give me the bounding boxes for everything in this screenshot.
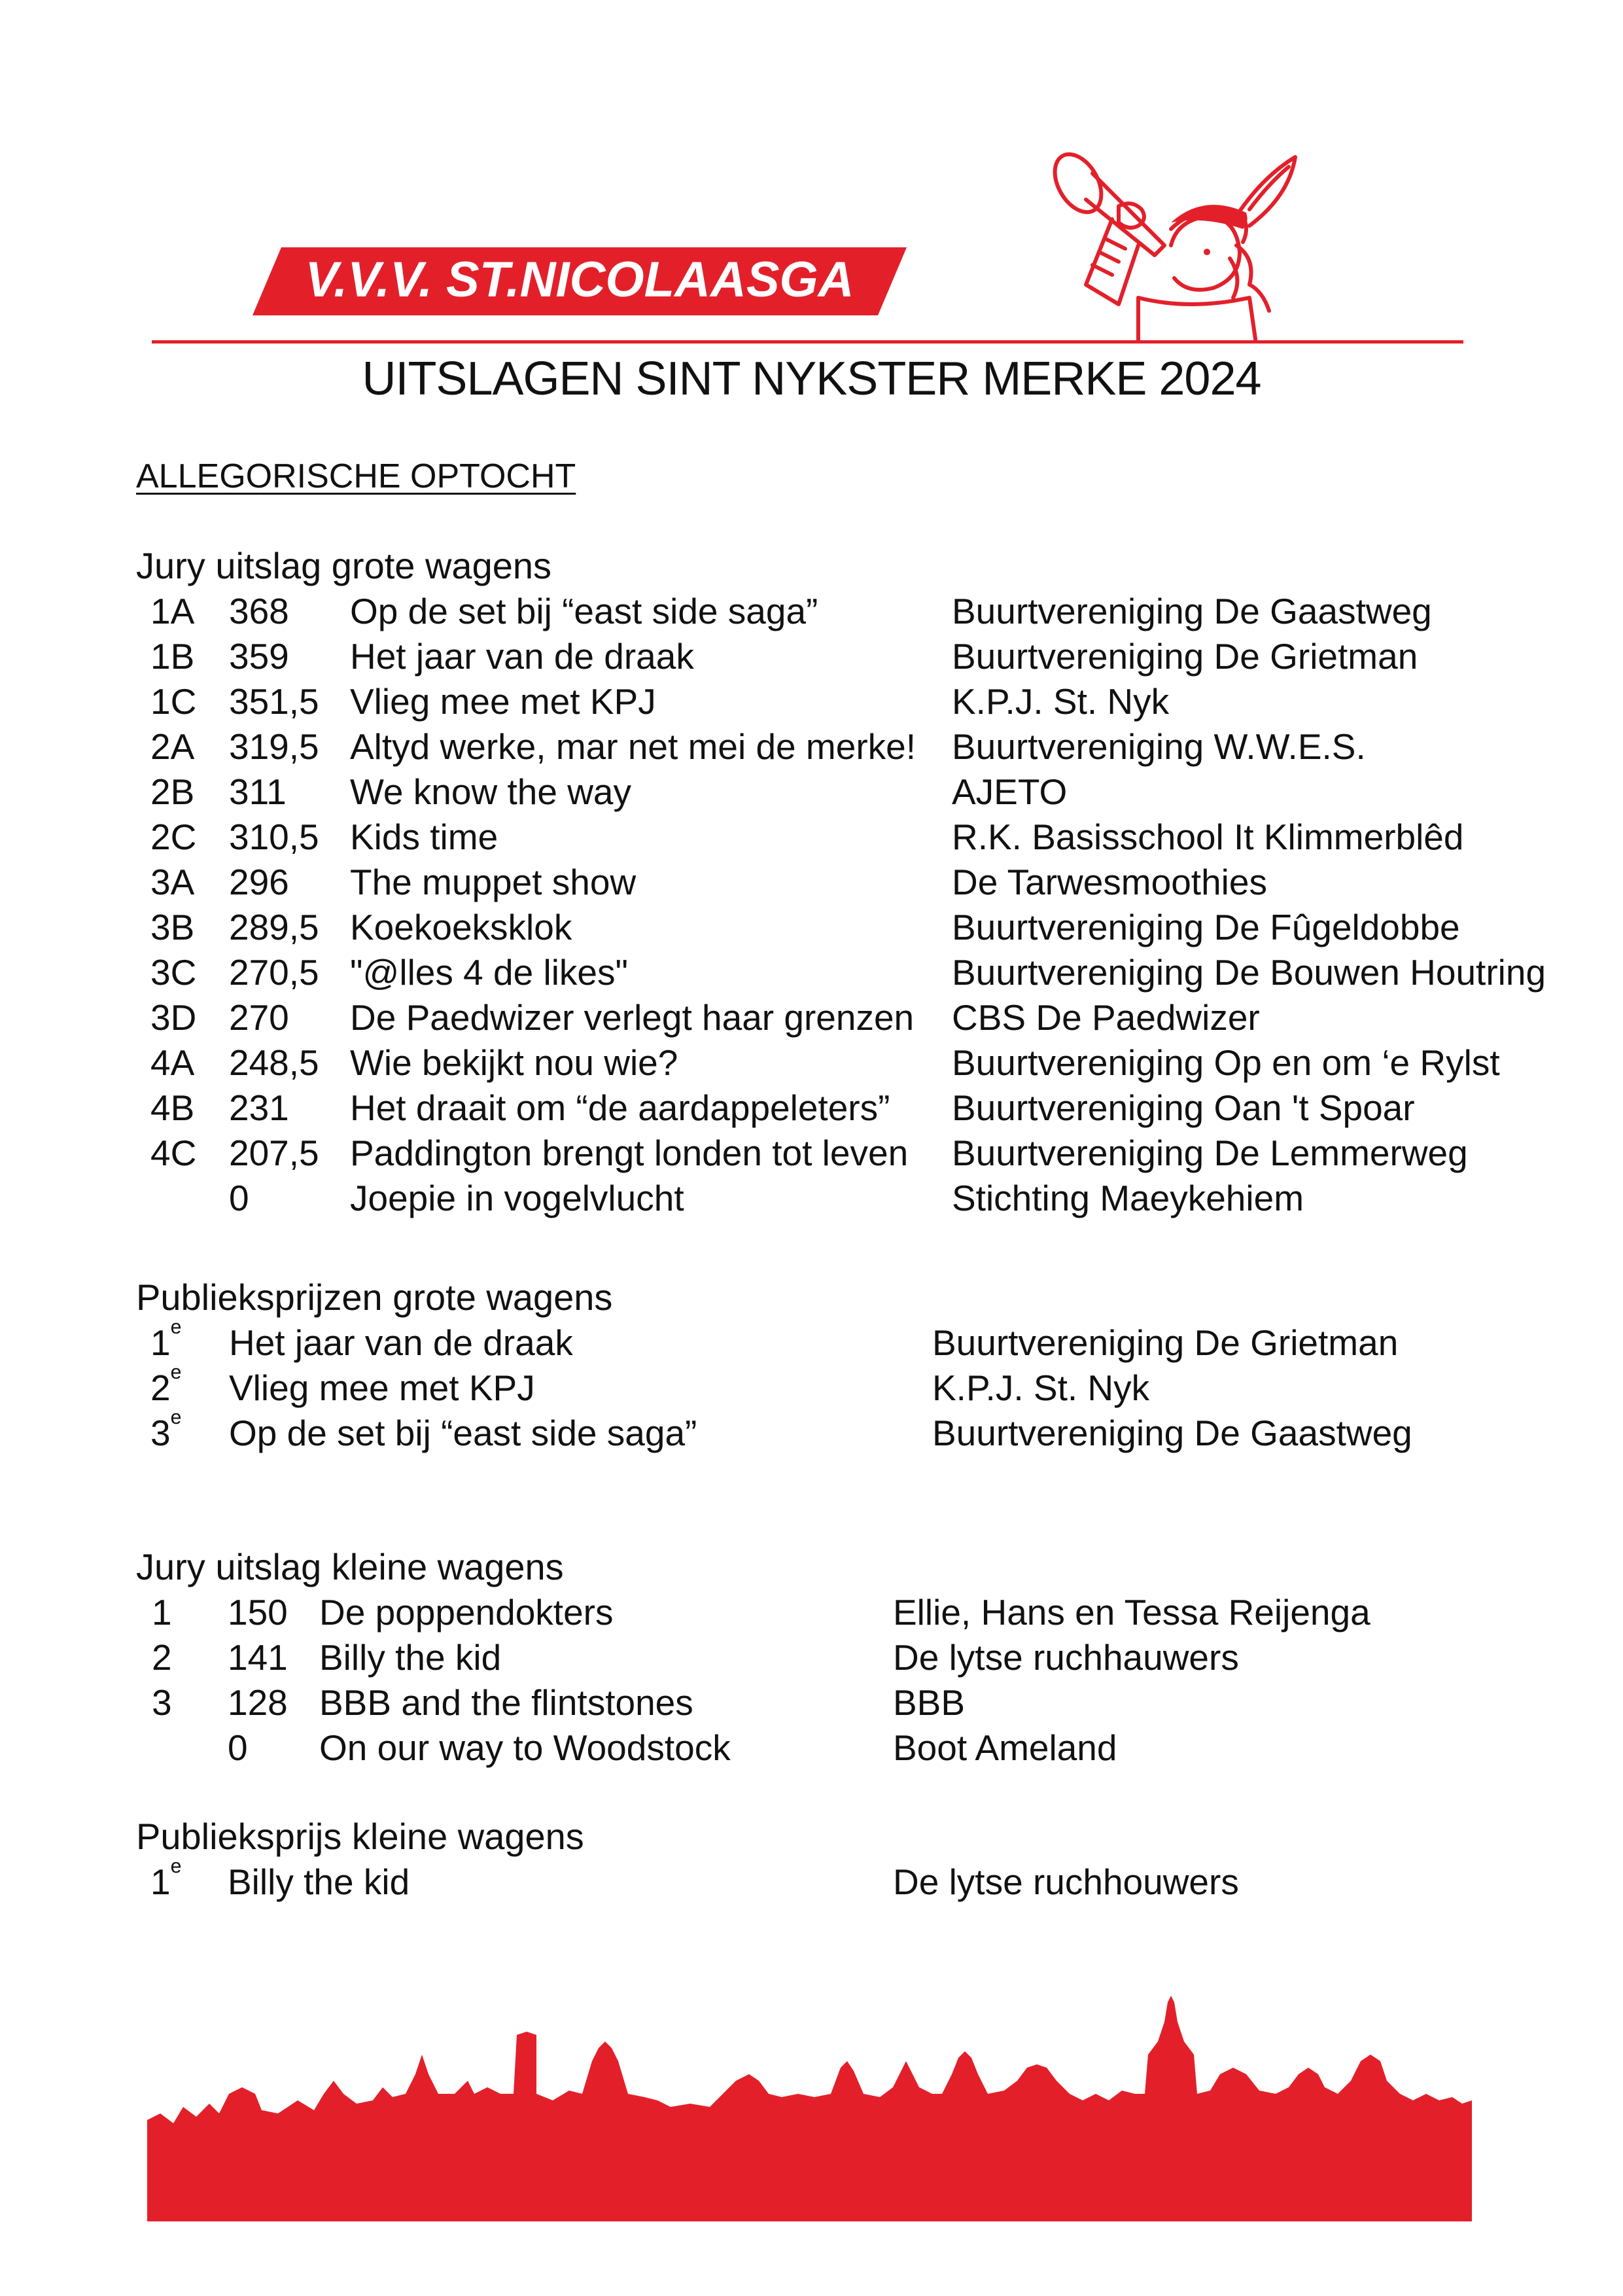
float-title: "@lles 4 de likes" bbox=[350, 952, 629, 993]
table-row bbox=[0, 1042, 1623, 1087]
table-row bbox=[0, 1591, 1623, 1636]
float-title: On our way to Woodstock bbox=[319, 1727, 731, 1768]
page-title: UITSLAGEN SINT NYKSTER MERKE 2024 bbox=[362, 353, 1261, 405]
score: 0 bbox=[228, 1727, 248, 1768]
rank: 1C bbox=[150, 681, 197, 722]
float-title: Billy the kid bbox=[319, 1637, 502, 1678]
table-row bbox=[0, 1636, 1623, 1682]
place: 3e bbox=[150, 1407, 182, 1453]
club-name: Buurtvereniging De Bouwen Houtring bbox=[952, 952, 1546, 993]
table-row bbox=[0, 1727, 1623, 1772]
rank: 4C bbox=[150, 1133, 197, 1173]
club-name: Boot Ameland bbox=[893, 1727, 1117, 1768]
table-row bbox=[0, 1407, 1623, 1457]
float-title: Altyd werke, mar net mei de merke! bbox=[350, 726, 916, 767]
club-name: Stichting Maeykehiem bbox=[952, 1178, 1304, 1218]
rank: 3 bbox=[152, 1682, 172, 1723]
herald-mascot-icon bbox=[1040, 147, 1341, 344]
score: 141 bbox=[228, 1637, 288, 1678]
float-title: Op de set bij “east side saga” bbox=[229, 1413, 697, 1453]
rank: 4A bbox=[150, 1042, 195, 1083]
rank: 3D bbox=[150, 997, 197, 1038]
float-title: Billy the kid bbox=[228, 1862, 410, 1902]
float-title: De poppendokters bbox=[319, 1592, 614, 1633]
club-name: R.K. Basisschool It Klimmerblêd bbox=[952, 817, 1464, 857]
table-row bbox=[0, 906, 1623, 951]
score: 270,5 bbox=[229, 952, 319, 993]
score: 128 bbox=[228, 1682, 288, 1723]
score: 231 bbox=[229, 1087, 289, 1128]
rank: 1 bbox=[152, 1592, 172, 1633]
table-row bbox=[0, 951, 1623, 997]
float-title: Het draait om “de aardappeleters” bbox=[350, 1087, 890, 1128]
club-name: Buurtvereniging De Grietman bbox=[932, 1322, 1399, 1363]
float-title: Op de set bij “east side saga” bbox=[350, 591, 818, 631]
table-row bbox=[0, 997, 1623, 1042]
float-title: Paddington brengt londen tot leven bbox=[350, 1133, 909, 1173]
logo-text: V.V.V. ST.NICOLAASGA bbox=[305, 252, 854, 308]
table-row bbox=[0, 635, 1623, 680]
rank: 4B bbox=[150, 1087, 195, 1128]
rank: 3C bbox=[150, 952, 197, 993]
club-name: Buurtvereniging De Fûgeldobbe bbox=[952, 907, 1460, 947]
rank: 2 bbox=[152, 1637, 172, 1678]
club-name: Buurtvereniging De Gaastweg bbox=[932, 1413, 1412, 1453]
float-title: Wie bekijkt nou wie? bbox=[350, 1042, 678, 1083]
score: 150 bbox=[228, 1592, 288, 1633]
float-title: Het jaar van de draak bbox=[350, 636, 694, 677]
jury-grote-heading: Jury uitslag grote wagens bbox=[136, 545, 552, 586]
score: 270 bbox=[229, 997, 289, 1038]
score: 248,5 bbox=[229, 1042, 319, 1083]
club-name: Ellie, Hans en Tessa Reijenga bbox=[893, 1592, 1370, 1633]
table-row bbox=[0, 726, 1623, 771]
logo-banner bbox=[253, 247, 907, 315]
publiek-kleine-heading: Publieksprijs kleine wagens bbox=[136, 1816, 584, 1857]
float-title: Joepie in vogelvlucht bbox=[350, 1178, 684, 1218]
rank: 3B bbox=[150, 907, 195, 947]
score: 311 bbox=[229, 771, 287, 812]
float-title: BBB and the flintstones bbox=[319, 1682, 693, 1723]
float-title: Vlieg mee met KPJ bbox=[350, 681, 656, 722]
table-row bbox=[0, 1132, 1623, 1177]
header-divider bbox=[152, 340, 1463, 344]
jury-kleine-list bbox=[0, 1591, 1623, 1772]
score: 289,5 bbox=[229, 907, 319, 947]
club-name: K.P.J. St. Nyk bbox=[932, 1368, 1150, 1408]
score: 207,5 bbox=[229, 1133, 319, 1173]
publiek-grote-heading: Publieksprijzen grote wagens bbox=[136, 1277, 613, 1318]
section-title: ALLEGORISCHE OPTOCHT bbox=[136, 457, 576, 495]
score: 296 bbox=[229, 862, 289, 902]
club-name: De lytse ruchhauwers bbox=[893, 1637, 1239, 1678]
club-name: BBB bbox=[893, 1682, 966, 1723]
float-title: The muppet show bbox=[350, 862, 637, 902]
score: 319,5 bbox=[229, 726, 319, 767]
place: 2e bbox=[150, 1362, 182, 1408]
place: 1e bbox=[150, 1856, 182, 1902]
club-name: Buurtvereniging De Lemmerweg bbox=[952, 1133, 1468, 1173]
table-row bbox=[0, 1682, 1623, 1727]
float-title: Kids time bbox=[350, 817, 498, 857]
score: 0 bbox=[229, 1178, 249, 1218]
club-name: Buurtvereniging Oan 't Spoar bbox=[952, 1087, 1415, 1128]
float-title: Vlieg mee met KPJ bbox=[229, 1368, 535, 1408]
publiek-grote-list bbox=[0, 1316, 1623, 1457]
club-name: Buurtvereniging De Grietman bbox=[952, 636, 1418, 677]
table-row bbox=[0, 861, 1623, 906]
float-title: Koekoeksklok bbox=[350, 907, 572, 947]
publiek-kleine-list bbox=[0, 1856, 1623, 1906]
float-title: Het jaar van de draak bbox=[229, 1322, 573, 1363]
jury-grote-list bbox=[0, 590, 1623, 1222]
table-row bbox=[0, 1856, 1623, 1906]
rank: 1A bbox=[150, 591, 195, 631]
table-row bbox=[0, 1316, 1623, 1367]
club-name: AJETO bbox=[952, 771, 1068, 812]
table-row bbox=[0, 680, 1623, 726]
rank: 2B bbox=[150, 771, 195, 812]
club-name: De Tarwesmoothies bbox=[952, 862, 1267, 902]
rank: 2C bbox=[150, 817, 197, 857]
club-name: CBS De Paedwizer bbox=[952, 997, 1260, 1038]
float-title: We know the way bbox=[350, 771, 632, 812]
score: 368 bbox=[229, 591, 289, 631]
place: 1e bbox=[150, 1316, 182, 1363]
rank: 2A bbox=[150, 726, 195, 767]
table-row bbox=[0, 590, 1623, 635]
table-row bbox=[0, 1177, 1623, 1222]
table-row bbox=[0, 771, 1623, 816]
jury-kleine-heading: Jury uitslag kleine wagens bbox=[136, 1546, 564, 1587]
score: 310,5 bbox=[229, 817, 319, 857]
table-row bbox=[0, 1087, 1623, 1132]
score: 359 bbox=[229, 636, 289, 677]
score: 351,5 bbox=[229, 681, 319, 722]
village-skyline-icon bbox=[147, 1996, 1472, 2221]
rank: 1B bbox=[150, 636, 195, 677]
club-name: K.P.J. St. Nyk bbox=[952, 681, 1170, 722]
table-row bbox=[0, 1362, 1623, 1412]
float-title: De Paedwizer verlegt haar grenzen bbox=[350, 997, 915, 1038]
table-row bbox=[0, 816, 1623, 861]
club-name: De lytse ruchhouwers bbox=[893, 1862, 1239, 1902]
club-name: Buurtvereniging Op en om ‘e Rylst bbox=[952, 1042, 1500, 1083]
club-name: Buurtvereniging De Gaastweg bbox=[952, 591, 1432, 631]
club-name: Buurtvereniging W.W.E.S. bbox=[952, 726, 1366, 767]
rank: 3A bbox=[150, 862, 195, 902]
